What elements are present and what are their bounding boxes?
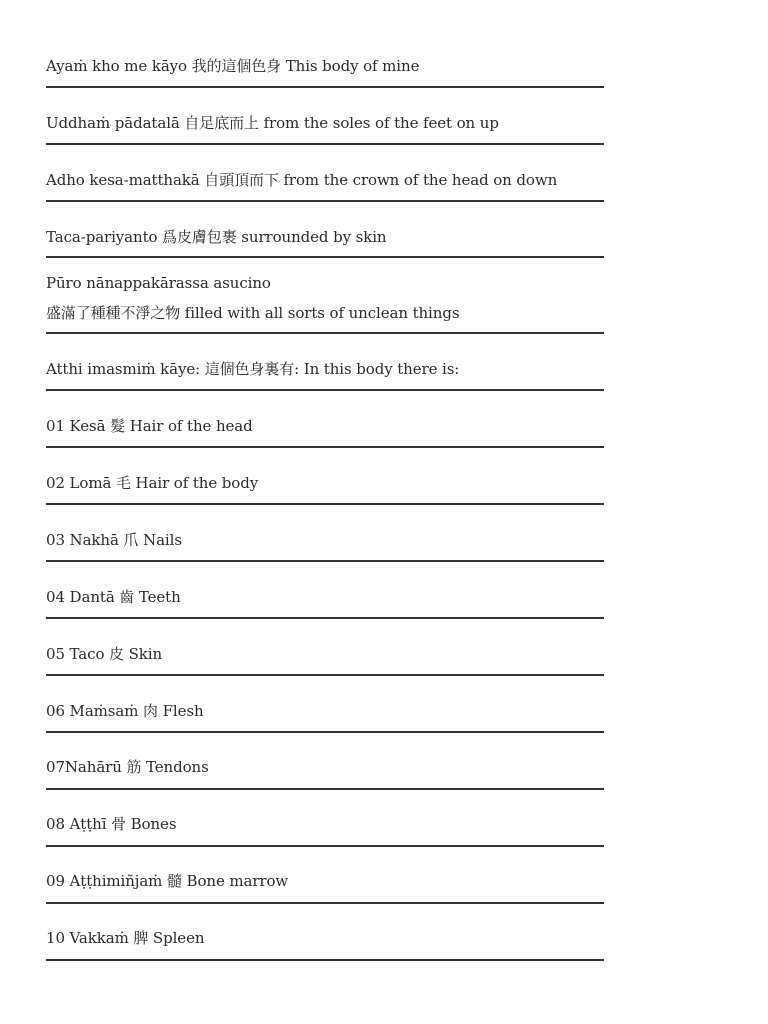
body-part-line: 01 Kesā 髮 Hair of the head	[46, 417, 253, 435]
body-part-line: 09 Aṭṭhimiñjaṁ 髓 Bone marrow	[46, 872, 289, 890]
verse-row	[46, 359, 604, 391]
verse-line: Uddhaṁ pādatalā 自足底而上 from the soles of the feet on up	[46, 114, 499, 132]
verse-row	[46, 170, 604, 202]
verse-row-two-line	[46, 273, 604, 334]
body-part-row	[46, 701, 604, 733]
verse-line: Ayaṁ kho me kāyo 我的這個色身 This body of mine	[46, 57, 420, 75]
body-part-row	[46, 757, 604, 790]
verse-row	[46, 56, 604, 88]
verse-row	[46, 227, 604, 258]
body-part-line: 07Nahārū 筋 Tendons	[46, 758, 209, 776]
verse-line: 盛滿了種種不淨之物 filled with all sorts of unclean things	[46, 304, 460, 322]
body-part-row	[46, 473, 604, 505]
verse-line: Taca-pariyanto 爲皮膚包裹 surrounded by skin	[46, 228, 387, 246]
body-part-line: 10 Vakkaṁ 脾 Spleen	[46, 929, 205, 947]
body-part-line: 04 Dantā 齒 Teeth	[46, 588, 181, 606]
body-part-row	[46, 644, 604, 676]
body-part-line: 02 Lomā 毛 Hair of the body	[46, 474, 259, 492]
body-part-row	[46, 928, 604, 961]
body-part-line: 05 Taco 皮 Skin	[46, 645, 163, 663]
body-part-line: 08 Aṭṭhī 骨 Bones	[46, 815, 177, 833]
body-part-row	[46, 416, 604, 448]
verse-row	[46, 113, 604, 145]
body-part-line: 06 Maṁsaṁ 肉 Flesh	[46, 702, 204, 720]
body-part-row	[46, 871, 604, 904]
verse-line: Pūro nānappakārassa asucino	[46, 274, 271, 292]
body-part-row	[46, 587, 604, 619]
body-part-row	[46, 530, 604, 562]
body-part-row	[46, 814, 604, 847]
body-part-line: 03 Nakhā 爪 Nails	[46, 531, 182, 549]
verse-line: Adho kesa-matthakā 自頭頂而下 from the crown of the head on down	[46, 171, 558, 189]
verse-line: Atthi imasmiṁ kāye: 這個色身裏有: In this body there is:	[46, 360, 460, 378]
